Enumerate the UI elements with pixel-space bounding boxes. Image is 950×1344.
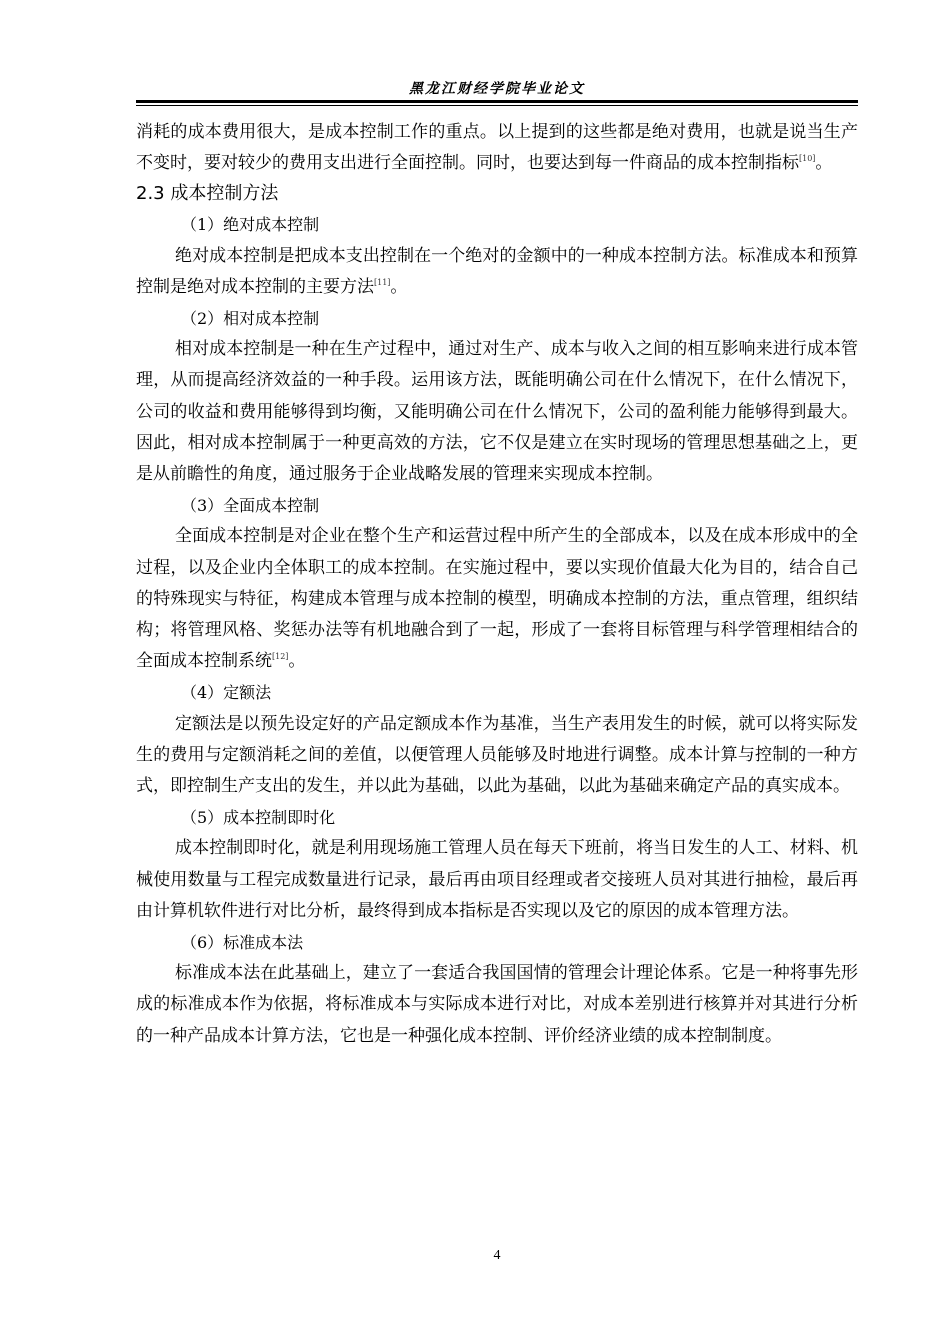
header-thick-rule [136,100,858,103]
item-paragraph: 定额法是以预先设定好的产品定额成本作为基准，当生产表用发生的时候，就可以将实际发生的费用与定额消耗之间的差值，以便管理人员能够及时地进行调整。成本计算与控制的一种方式，即控制生产支出的发生，并以此为基础，以此为基础，以此为基础来确定产品的真实成本。 [136,713,858,797]
page-number: 4 [493,1248,501,1263]
page-header-title: 黑龙江财经学院毕业论文 [409,81,585,97]
citation: [10] [799,154,816,164]
item-paragraph: 成本控制即时化，就是利用现场施工管理人员在每天下班前，将当日发生的人工、材料、机械使用数量与工程完成数量进行记录，最后再由项目经理或者交接班人员对其进行抽检，最后再由计算机软件进行对比分析，最终得到成本指标是否实现以及它的原因的成本管理方法。 [136,838,858,921]
item-label: （4）定额法 [181,683,272,703]
citation: [12] [272,652,289,662]
item-label: （1）绝对成本控制 [181,215,320,235]
citation: [11] [374,277,391,287]
item-label: （3）全面成本控制 [181,496,320,516]
item-label: （6）标准成本法 [181,933,304,953]
item-paragraph: 标准成本法在此基础上，建立了一套适合我国国情的管理会计理论体系。它是一种将事先形成的标准成本作为依据，将标准成本与实际成本进行对比，对成本差别进行核算并对其进行分析的一种产品成本计算方法，它也是一种强化成本控制、评价经济业绩的成本控制制度。 [136,963,858,1046]
page-body [136,117,858,1052]
section-heading: 2.3 成本控制方法 [136,183,279,205]
item-label: （5）成本控制即时化 [181,808,336,828]
item-label: （2）相对成本控制 [181,309,320,329]
item-paragraph: 相对成本控制是一种在生产过程中，通过对生产、成本与收入之间的相互影响来进行成本管理，从而提高经济效益的一种手段。运用该方法，既能明确公司在什么情况下，在什么情况下，公司的收益和费用能够得到均衡，又能明确公司在什么情况下，公司的盈利能力能够得到最大。因此，相对成本控制属于一种更高效的方法，它不仅是建立在实时现场的管理思想基础之上，更是从前瞻性的角度，通过服务于企业战略发展的管理来实现成本控制。 [136,339,858,485]
header-thin-rule [136,105,858,106]
item-paragraph: 绝对成本控制是把成本支出控制在一个绝对的金额中的一种成本控制方法。标准成本和预算控制是绝对成本控制的主要方法[11]。 [136,245,858,297]
item-paragraph: 全面成本控制是对企业在整个生产和运营过程中所产生的全部成本，以及在成本形成中的全过程，以及企业内全体职工的成本控制。在实施过程中，要以实现价值最大化为目的，结合自己的特殊现实与特征，构建成本管理与成本控制的模型，明确成本控制的方法，重点管理，组织结构；将管理风格、奖惩办法等有机地融合到了一起，形成了一套将目标管理与科学管理相结合的全面成本控制系统[12]。 [136,526,858,672]
intro-paragraph: 消耗的成本费用很大，是成本控制工作的重点。以上提到的这些都是绝对费用，也就是说当生产不变时，要对较少的费用支出进行全面控制。同时，也要达到每一件商品的成本控制指标[10]。 [136,122,858,174]
